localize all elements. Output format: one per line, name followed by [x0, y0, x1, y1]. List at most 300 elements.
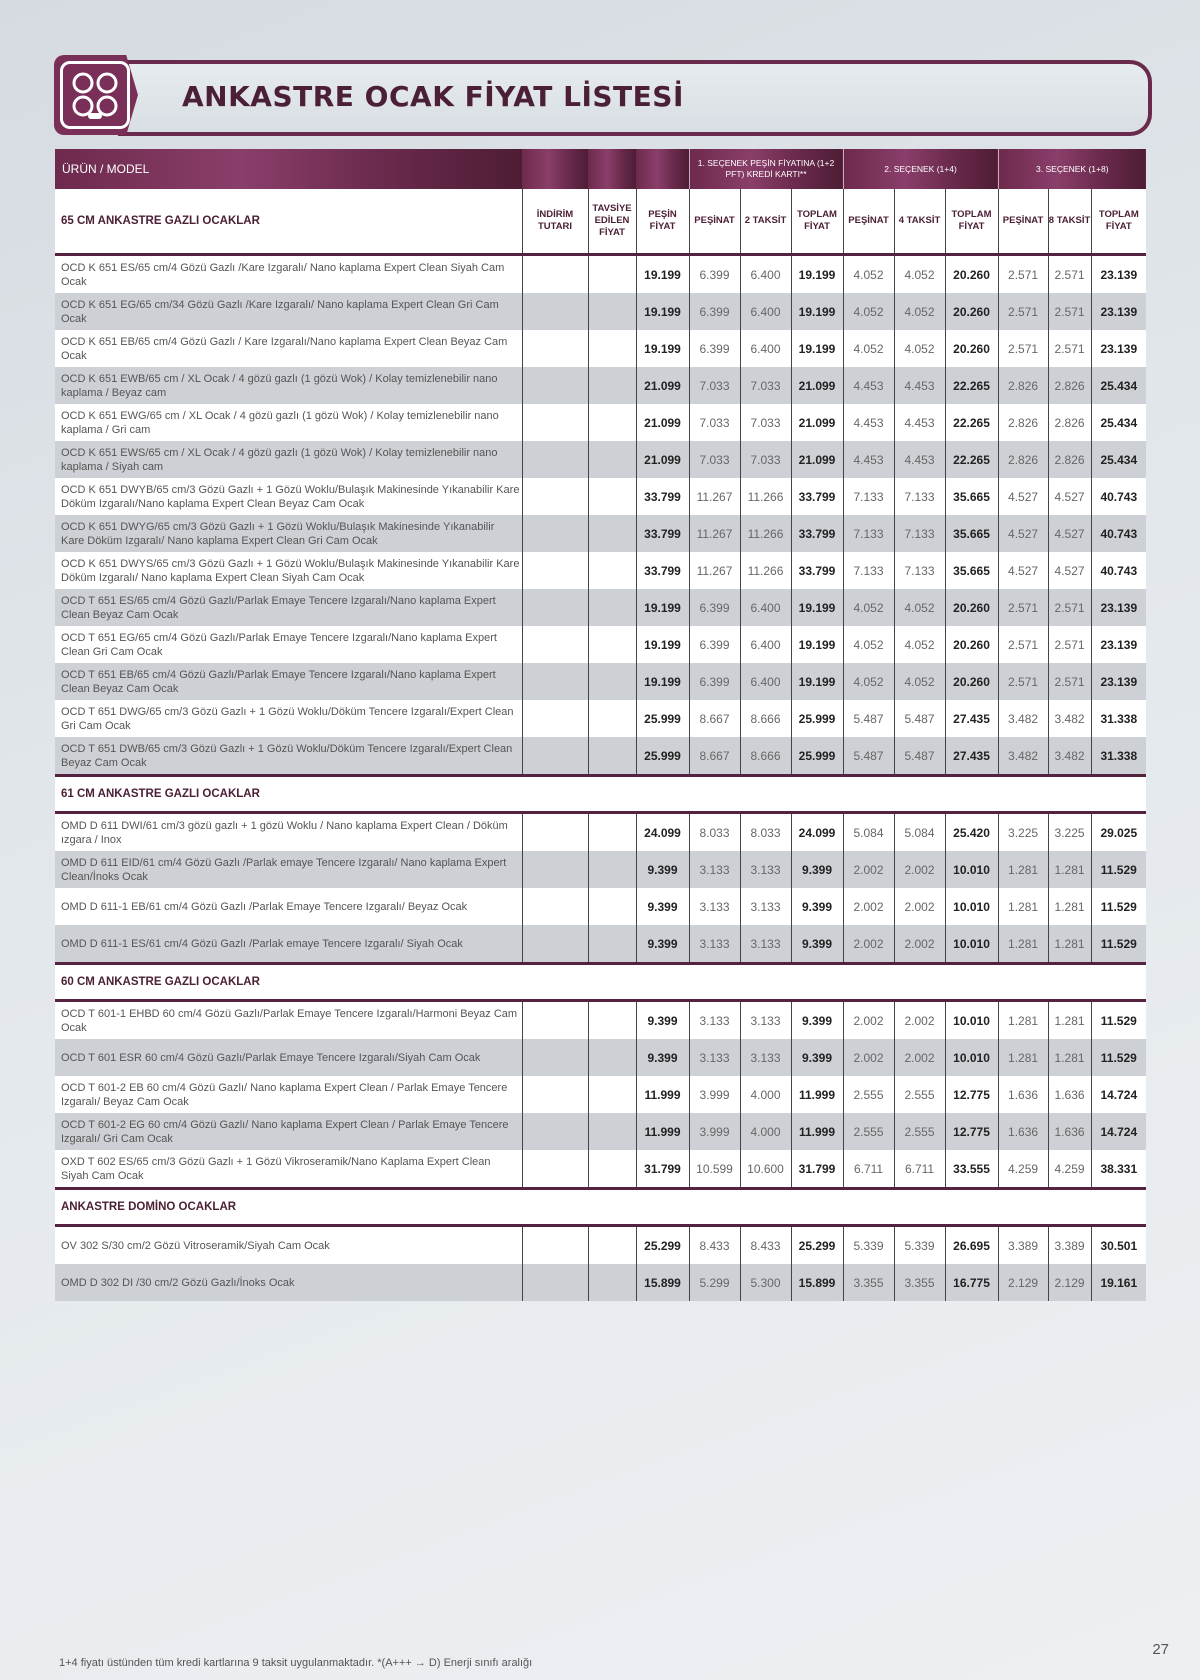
table-row	[55, 515, 1146, 552]
tavsiye-cell	[588, 552, 636, 589]
header-option-2: 2. SEÇENEK (1+4)	[843, 149, 998, 189]
header-pesinat-2: PEŞİNAT	[843, 189, 894, 255]
price-p3: 2.826	[998, 441, 1048, 478]
price-t2: 4.000	[740, 1113, 791, 1150]
price-pesin: 31.799	[636, 1150, 689, 1189]
tavsiye-cell	[588, 663, 636, 700]
price-tot3: 30.501	[1091, 1226, 1146, 1265]
price-t8: 1.636	[1048, 1113, 1091, 1150]
price-p3: 1.636	[998, 1113, 1048, 1150]
price-p1: 3.133	[689, 851, 740, 888]
price-t8: 1.281	[1048, 888, 1091, 925]
table-row	[55, 626, 1146, 663]
table-row	[55, 813, 1146, 852]
tavsiye-cell	[588, 1076, 636, 1113]
price-pesin: 19.199	[636, 293, 689, 330]
price-tot1: 11.999	[791, 1113, 843, 1150]
tavsiye-cell	[588, 367, 636, 404]
price-tot3: 23.139	[1091, 293, 1146, 330]
tavsiye-cell	[588, 255, 636, 294]
header-tavsiye: TAVSİYE EDİLEN FİYAT	[588, 189, 636, 255]
price-p3: 3.482	[998, 737, 1048, 776]
tavsiye-cell	[588, 478, 636, 515]
price-tot1: 25.999	[791, 700, 843, 737]
price-pesin: 11.999	[636, 1076, 689, 1113]
price-t2: 7.033	[740, 367, 791, 404]
price-p2: 4.453	[843, 441, 894, 478]
price-p3: 1.636	[998, 1076, 1048, 1113]
price-p2: 4.052	[843, 589, 894, 626]
price-p3: 4.527	[998, 515, 1048, 552]
product-name: OCD T 651 DWB/65 cm/3 Gözü Gazlı + 1 Gözü Woklu/Döküm Tencere Izgaralı/Expert Clean Beyaz Cam Ocak	[55, 737, 522, 776]
table-row	[55, 1150, 1146, 1189]
price-p1: 3.133	[689, 1001, 740, 1040]
product-name: OCD K 651 EWB/65 cm / XL Ocak / 4 gözü gazlı (1 gözü Wok) / Kolay temizlenebilir nano kaplama / Beyaz cam	[55, 367, 522, 404]
price-p2: 5.339	[843, 1226, 894, 1265]
price-pesin: 19.199	[636, 626, 689, 663]
price-tot3: 31.338	[1091, 737, 1146, 776]
price-t2: 6.400	[740, 589, 791, 626]
price-p1: 6.399	[689, 330, 740, 367]
indirim-cell	[522, 478, 588, 515]
price-p2: 4.052	[843, 663, 894, 700]
price-p2: 3.355	[843, 1264, 894, 1301]
price-p3: 2.571	[998, 663, 1048, 700]
price-t2: 8.433	[740, 1226, 791, 1265]
price-tot3: 40.743	[1091, 515, 1146, 552]
price-t4: 7.133	[894, 515, 945, 552]
product-name: OCD K 651 EG/65 cm/34 Gözü Gazlı /Kare Izgaralı/ Nano kaplama Expert Clean Gri Cam Ocak	[55, 293, 522, 330]
price-p1: 6.399	[689, 293, 740, 330]
price-p3: 2.826	[998, 404, 1048, 441]
indirim-cell	[522, 1113, 588, 1150]
price-p3: 1.281	[998, 925, 1048, 964]
price-pesin: 21.099	[636, 367, 689, 404]
price-pesin: 25.299	[636, 1226, 689, 1265]
indirim-cell	[522, 1150, 588, 1189]
indirim-cell	[522, 813, 588, 852]
tavsiye-cell	[588, 1113, 636, 1150]
price-t8: 1.281	[1048, 925, 1091, 964]
price-p2: 4.052	[843, 255, 894, 294]
price-pesin: 21.099	[636, 441, 689, 478]
price-t4: 4.052	[894, 293, 945, 330]
price-p2: 7.133	[843, 515, 894, 552]
indirim-cell	[522, 700, 588, 737]
price-tot1: 19.199	[791, 663, 843, 700]
product-name: OCD T 651 EB/65 cm/4 Gözü Gazlı/Parlak Emaye Tencere Izgaralı/Nano kaplama Expert Clean Beyaz Cam Ocak	[55, 663, 522, 700]
price-pesin: 25.999	[636, 737, 689, 776]
table-row	[55, 330, 1146, 367]
price-tot1: 9.399	[791, 925, 843, 964]
price-tot1: 19.199	[791, 626, 843, 663]
price-t4: 4.052	[894, 330, 945, 367]
price-t4: 4.052	[894, 626, 945, 663]
tavsiye-cell	[588, 1264, 636, 1301]
price-tot3: 11.529	[1091, 851, 1146, 888]
price-tot2: 10.010	[945, 925, 998, 964]
price-tot2: 33.555	[945, 1150, 998, 1189]
price-tot1: 31.799	[791, 1150, 843, 1189]
indirim-cell	[522, 626, 588, 663]
table-body	[55, 255, 1146, 1302]
product-name: OV 302 S/30 cm/2 Gözü Vitroseramik/Siyah Cam Ocak	[55, 1226, 522, 1265]
header-option-3: 3. SEÇENEK (1+8)	[998, 149, 1146, 189]
price-pesin: 19.199	[636, 330, 689, 367]
price-t8: 4.259	[1048, 1150, 1091, 1189]
price-p1: 3.133	[689, 888, 740, 925]
price-tot3: 31.338	[1091, 700, 1146, 737]
price-p1: 8.667	[689, 700, 740, 737]
header-toplam-2: TOPLAM FİYAT	[945, 189, 998, 255]
price-pesin: 24.099	[636, 813, 689, 852]
price-t4: 2.555	[894, 1113, 945, 1150]
indirim-cell	[522, 515, 588, 552]
price-p1: 6.399	[689, 589, 740, 626]
footnote: 1+4 fiyatı üstünden tüm kredi kartlarına 9 taksit uygulanmaktadır. *(A+++ → D) Enerji sınıfı aralığı	[59, 1657, 533, 1669]
table-row	[55, 700, 1146, 737]
price-pesin: 11.999	[636, 1113, 689, 1150]
price-pesin: 19.199	[636, 255, 689, 294]
header-empty	[588, 149, 636, 189]
price-t2: 6.400	[740, 255, 791, 294]
tavsiye-cell	[588, 404, 636, 441]
price-p3: 2.571	[998, 255, 1048, 294]
tavsiye-cell	[588, 737, 636, 776]
price-t2: 7.033	[740, 404, 791, 441]
header-taksit-4: 4 TAKSİT	[894, 189, 945, 255]
price-t2: 8.666	[740, 700, 791, 737]
price-pesin: 19.199	[636, 663, 689, 700]
price-tot3: 25.434	[1091, 404, 1146, 441]
price-t2: 8.666	[740, 737, 791, 776]
price-tot3: 25.434	[1091, 441, 1146, 478]
price-p2: 4.052	[843, 626, 894, 663]
product-name: OCD T 601-2 EB 60 cm/4 Gözü Gazlı/ Nano kaplama Expert Clean / Parlak Emaye Tencere Izgaralı/ Beyaz Cam Ocak	[55, 1076, 522, 1113]
price-p1: 8.667	[689, 737, 740, 776]
table-row	[55, 1076, 1146, 1113]
price-p1: 8.033	[689, 813, 740, 852]
page-title: ANKASTRE OCAK FİYAT LİSTESİ	[182, 80, 684, 113]
cooktop-icon	[60, 61, 130, 129]
price-t4: 4.052	[894, 255, 945, 294]
price-p2: 2.002	[843, 1001, 894, 1040]
price-t8: 2.571	[1048, 293, 1091, 330]
price-pesin: 15.899	[636, 1264, 689, 1301]
price-t4: 5.487	[894, 700, 945, 737]
price-tot2: 20.260	[945, 255, 998, 294]
tavsiye-cell	[588, 888, 636, 925]
table-row	[55, 478, 1146, 515]
price-p2: 6.711	[843, 1150, 894, 1189]
price-t8: 2.571	[1048, 589, 1091, 626]
price-pesin: 9.399	[636, 925, 689, 964]
price-t2: 8.033	[740, 813, 791, 852]
price-t8: 2.571	[1048, 626, 1091, 663]
price-t4: 2.002	[894, 851, 945, 888]
product-name: OCD K 651 DWYG/65 cm/3 Gözü Gazlı + 1 Gözü Woklu/Bulaşık Makinesinde Yıkanabilir Kare Döküm Izgaralı/ Nano kaplama Expert Clean Gri Cam Ocak	[55, 515, 522, 552]
tavsiye-cell	[588, 1150, 636, 1189]
price-t8: 3.389	[1048, 1226, 1091, 1265]
indirim-cell	[522, 255, 588, 294]
price-p2: 2.555	[843, 1076, 894, 1113]
price-tot3: 19.161	[1091, 1264, 1146, 1301]
price-t4: 5.339	[894, 1226, 945, 1265]
price-t2: 3.133	[740, 1039, 791, 1076]
price-p3: 3.389	[998, 1226, 1048, 1265]
table-row	[55, 925, 1146, 964]
price-pesin: 33.799	[636, 515, 689, 552]
price-p3: 2.571	[998, 626, 1048, 663]
price-p1: 10.599	[689, 1150, 740, 1189]
indirim-cell	[522, 1264, 588, 1301]
section-title: 61 CM ANKASTRE GAZLI OCAKLAR	[55, 776, 1146, 813]
product-name: OMD D 611-1 ES/61 cm/4 Gözü Gazlı /Parlak emaye Tencere Izgaralı/ Siyah Ocak	[55, 925, 522, 964]
price-tot3: 23.139	[1091, 626, 1146, 663]
price-tot2: 10.010	[945, 851, 998, 888]
product-name: OCD K 651 EWS/65 cm / XL Ocak / 4 gözü gazlı (1 gözü Wok) / Kolay temizlenebilir nano kaplama / Siyah cam	[55, 441, 522, 478]
indirim-cell	[522, 1226, 588, 1265]
price-t4: 4.453	[894, 367, 945, 404]
price-tot1: 33.799	[791, 478, 843, 515]
indirim-cell	[522, 589, 588, 626]
product-name: OMD D 611 EID/61 cm/4 Gözü Gazlı /Parlak emaye Tencere Izgaralı/ Nano kaplama Expert Clean/İnoks Ocak	[55, 851, 522, 888]
price-tot2: 20.260	[945, 293, 998, 330]
tavsiye-cell	[588, 1001, 636, 1040]
price-p1: 3.133	[689, 925, 740, 964]
price-tot1: 19.199	[791, 330, 843, 367]
price-tot1: 24.099	[791, 813, 843, 852]
price-tot1: 21.099	[791, 367, 843, 404]
price-tot3: 14.724	[1091, 1076, 1146, 1113]
section-header-row	[55, 964, 1146, 1001]
price-tot1: 9.399	[791, 851, 843, 888]
tavsiye-cell	[588, 330, 636, 367]
price-pesin: 33.799	[636, 552, 689, 589]
price-t8: 1.281	[1048, 1039, 1091, 1076]
product-name: OCD T 651 DWG/65 cm/3 Gözü Gazlı + 1 Gözü Woklu/Döküm Tencere Izgaralı/Expert Clean Gri Cam Ocak	[55, 700, 522, 737]
price-tot2: 25.420	[945, 813, 998, 852]
price-tot3: 23.139	[1091, 255, 1146, 294]
price-t4: 2.002	[894, 1001, 945, 1040]
price-t4: 2.555	[894, 1076, 945, 1113]
price-p2: 2.002	[843, 851, 894, 888]
price-tot2: 22.265	[945, 404, 998, 441]
section-title: ANKASTRE DOMİNO OCAKLAR	[55, 1189, 1146, 1226]
price-tot2: 20.260	[945, 330, 998, 367]
header-empty	[636, 149, 689, 189]
table-row	[55, 1226, 1146, 1265]
price-p2: 2.002	[843, 1039, 894, 1076]
section-header-row	[55, 1189, 1146, 1226]
indirim-cell	[522, 925, 588, 964]
price-list-table	[55, 149, 1146, 1301]
price-p3: 2.826	[998, 367, 1048, 404]
header-toplam-1: TOPLAM FİYAT	[791, 189, 843, 255]
price-p3: 3.482	[998, 700, 1048, 737]
price-t8: 4.527	[1048, 552, 1091, 589]
indirim-cell	[522, 441, 588, 478]
price-t8: 2.826	[1048, 441, 1091, 478]
price-t2: 7.033	[740, 441, 791, 478]
price-t2: 11.266	[740, 478, 791, 515]
price-t2: 3.133	[740, 1001, 791, 1040]
price-pesin: 9.399	[636, 851, 689, 888]
price-t4: 4.052	[894, 663, 945, 700]
price-tot1: 15.899	[791, 1264, 843, 1301]
price-t4: 3.355	[894, 1264, 945, 1301]
indirim-cell	[522, 1076, 588, 1113]
price-t8: 3.225	[1048, 813, 1091, 852]
price-t4: 7.133	[894, 552, 945, 589]
page-number: 27	[1152, 1641, 1169, 1658]
table-header-columns	[55, 189, 1146, 255]
price-t8: 3.482	[1048, 700, 1091, 737]
price-t2: 3.133	[740, 851, 791, 888]
product-name: OCD T 651 EG/65 cm/4 Gözü Gazlı/Parlak Emaye Tencere Izgaralı/Nano kaplama Expert Clean Gri Cam Ocak	[55, 626, 522, 663]
price-p1: 8.433	[689, 1226, 740, 1265]
indirim-cell	[522, 1001, 588, 1040]
header-pesinat-3: PEŞİNAT	[998, 189, 1048, 255]
tavsiye-cell	[588, 813, 636, 852]
product-name: OCD K 651 ES/65 cm/4 Gözü Gazlı /Kare Izgaralı/ Nano kaplama Expert Clean Siyah Cam Ocak	[55, 255, 522, 294]
price-p1: 6.399	[689, 255, 740, 294]
price-tot2: 10.010	[945, 1039, 998, 1076]
price-tot3: 23.139	[1091, 663, 1146, 700]
price-p1: 7.033	[689, 367, 740, 404]
indirim-cell	[522, 888, 588, 925]
price-p2: 2.002	[843, 925, 894, 964]
table-row	[55, 255, 1146, 294]
table-row	[55, 552, 1146, 589]
price-t4: 5.487	[894, 737, 945, 776]
price-tot3: 11.529	[1091, 925, 1146, 964]
price-t8: 2.826	[1048, 404, 1091, 441]
table-row	[55, 737, 1146, 776]
header-taksit-8: 8 TAKSİT	[1048, 189, 1091, 255]
table-row	[55, 367, 1146, 404]
price-pesin: 19.199	[636, 589, 689, 626]
indirim-cell	[522, 663, 588, 700]
header-empty	[522, 149, 588, 189]
price-t8: 1.281	[1048, 1001, 1091, 1040]
product-name: OCD T 601 ESR 60 cm/4 Gözü Gazlı/Parlak Emaye Tencere Izgaralı/Siyah Cam Ocak	[55, 1039, 522, 1076]
header-product-model: ÜRÜN / MODEL	[55, 149, 522, 189]
tavsiye-cell	[588, 626, 636, 663]
price-t8: 1.636	[1048, 1076, 1091, 1113]
price-t8: 1.281	[1048, 851, 1091, 888]
price-tot2: 12.775	[945, 1113, 998, 1150]
product-name: OCD T 601-2 EG 60 cm/4 Gözü Gazlı/ Nano kaplama Expert Clean / Parlak Emaye Tencere Izgaralı/ Gri Cam Ocak	[55, 1113, 522, 1150]
header-toplam-3: TOPLAM FİYAT	[1091, 189, 1146, 255]
price-p2: 4.453	[843, 367, 894, 404]
table-row	[55, 293, 1146, 330]
tavsiye-cell	[588, 700, 636, 737]
product-name: OCD K 651 DWYB/65 cm/3 Gözü Gazlı + 1 Gözü Woklu/Bulaşık Makinesinde Yıkanabilir Kare Döküm Izgaralı/Nano kaplama Expert Clean Beyaz Cam Ocak	[55, 478, 522, 515]
price-p1: 6.399	[689, 663, 740, 700]
price-tot3: 29.025	[1091, 813, 1146, 852]
price-tot2: 35.665	[945, 552, 998, 589]
indirim-cell	[522, 330, 588, 367]
price-p2: 7.133	[843, 552, 894, 589]
price-tot2: 10.010	[945, 1001, 998, 1040]
price-tot3: 38.331	[1091, 1150, 1146, 1189]
price-tot2: 20.260	[945, 626, 998, 663]
table-row	[55, 1001, 1146, 1040]
product-name: OCD T 601-1 EHBD 60 cm/4 Gözü Gazlı/Parlak Emaye Tencere Izgaralı/Harmoni Beyaz Cam Ocak	[55, 1001, 522, 1040]
price-tot3: 11.529	[1091, 1001, 1146, 1040]
price-tot1: 9.399	[791, 1001, 843, 1040]
logo-badge	[54, 55, 138, 135]
price-t4: 7.133	[894, 478, 945, 515]
price-p3: 1.281	[998, 851, 1048, 888]
section-title: 60 CM ANKASTRE GAZLI OCAKLAR	[55, 964, 1146, 1001]
price-p3: 4.527	[998, 552, 1048, 589]
price-p1: 11.267	[689, 478, 740, 515]
price-p3: 1.281	[998, 1039, 1048, 1076]
price-tot1: 9.399	[791, 1039, 843, 1076]
tavsiye-cell	[588, 515, 636, 552]
indirim-cell	[522, 851, 588, 888]
tavsiye-cell	[588, 293, 636, 330]
price-tot1: 33.799	[791, 552, 843, 589]
header-option-1: 1. SEÇENEK PEŞİN FİYATINA (1+2 PFT) KREDİ KARTI**	[689, 149, 843, 189]
price-tot2: 22.265	[945, 367, 998, 404]
price-p3: 2.571	[998, 293, 1048, 330]
price-t4: 4.453	[894, 441, 945, 478]
price-p3: 3.225	[998, 813, 1048, 852]
price-tot2: 10.010	[945, 888, 998, 925]
price-t8: 4.527	[1048, 515, 1091, 552]
price-p3: 1.281	[998, 1001, 1048, 1040]
price-p2: 5.084	[843, 813, 894, 852]
indirim-cell	[522, 404, 588, 441]
price-t2: 11.266	[740, 552, 791, 589]
price-t2: 6.400	[740, 293, 791, 330]
price-tot3: 40.743	[1091, 552, 1146, 589]
price-tot1: 19.199	[791, 293, 843, 330]
price-t2: 6.400	[740, 626, 791, 663]
price-tot3: 40.743	[1091, 478, 1146, 515]
price-t4: 2.002	[894, 925, 945, 964]
price-t4: 4.052	[894, 589, 945, 626]
price-t8: 2.571	[1048, 330, 1091, 367]
product-name: OCD K 651 EB/65 cm/4 Gözü Gazlı / Kare Izgaralı/Nano kaplama Expert Clean Beyaz Cam Ocak	[55, 330, 522, 367]
price-t2: 5.300	[740, 1264, 791, 1301]
price-p2: 7.133	[843, 478, 894, 515]
tavsiye-cell	[588, 441, 636, 478]
product-name: OMD D 611 DWI/61 cm/3 gözü gazlı + 1 gözü Woklu / Nano kaplama Expert Clean / Döküm ızgara / Inox	[55, 813, 522, 852]
tavsiye-cell	[588, 1226, 636, 1265]
price-t2: 3.133	[740, 888, 791, 925]
product-name: OCD K 651 EWG/65 cm / XL Ocak / 4 gözü gazlı (1 gözü Wok) / Kolay temizlenebilir nano kaplama / Gri cam	[55, 404, 522, 441]
price-pesin: 9.399	[636, 888, 689, 925]
table-row	[55, 1039, 1146, 1076]
price-t8: 2.571	[1048, 663, 1091, 700]
table-row	[55, 589, 1146, 626]
header-taksit-2: 2 TAKSİT	[740, 189, 791, 255]
price-tot2: 35.665	[945, 515, 998, 552]
price-tot2: 12.775	[945, 1076, 998, 1113]
price-tot1: 19.199	[791, 589, 843, 626]
price-p1: 7.033	[689, 404, 740, 441]
price-t8: 3.482	[1048, 737, 1091, 776]
price-tot1: 25.299	[791, 1226, 843, 1265]
price-p3: 2.129	[998, 1264, 1048, 1301]
price-p2: 4.453	[843, 404, 894, 441]
product-name: OMD D 611-1 EB/61 cm/4 Gözü Gazlı /Parlak Emaye Tencere Izgaralı/ Beyaz Ocak	[55, 888, 522, 925]
price-t4: 2.002	[894, 888, 945, 925]
